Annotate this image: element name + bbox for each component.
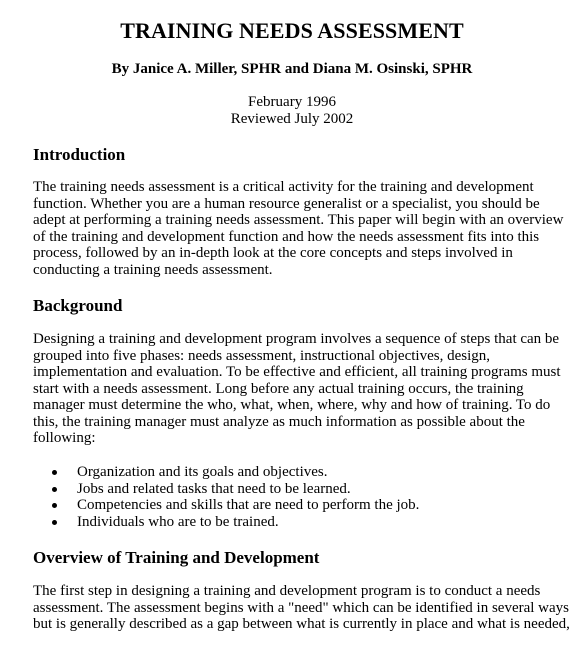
paragraph-line: this, the training manager must analyze as much information as possible about the	[33, 413, 525, 430]
paragraph-line: adept at performing a training needs assessment. This paper will begin with an overview	[33, 212, 564, 228]
paragraph-line: The training needs assessment is a critical activity for the training and development	[33, 179, 534, 195]
paragraph-line: process, followed by an in-depth look at the core concepts and steps involved in	[33, 245, 513, 261]
list-item	[50, 497, 419, 514]
introduction-paragraph	[33, 179, 564, 278]
document-title: TRAINING NEEDS ASSESSMENT	[120, 18, 464, 43]
overview-paragraph	[33, 583, 570, 633]
section-heading-introduction: Introduction	[33, 145, 126, 164]
list-item-text: Individuals who are to be trained.	[77, 513, 279, 530]
paragraph-line: following:	[33, 430, 96, 446]
document-authors: By Janice A. Miller, SPHR and Diana M. Osinski, SPHR	[111, 61, 473, 77]
paragraph-line: manager must determine the who, what, when, where, why and how of training. To do	[33, 397, 551, 413]
section-heading-overview: Overview of Training and Development	[33, 548, 320, 567]
paragraph-line: conducting a training needs assessment.	[33, 261, 273, 278]
paragraph-line: implementation and evaluation. To be effective and efficient, all training programs must	[33, 364, 561, 380]
list-item-text: Organization and its goals and objectives.	[77, 464, 328, 480]
paragraph-line: Designing a training and development program involves a sequence of steps that can be	[33, 331, 560, 347]
paragraph-line: function. Whether you are a human resource generalist or a specialist, you should be	[33, 195, 540, 212]
list-item-text: Jobs and related tasks that need to be learned.	[77, 480, 351, 497]
bullet-icon	[52, 520, 57, 525]
document-date: February 1996	[248, 94, 336, 110]
paragraph-line: grouped into five phases: needs assessment, instructional objectives, design,	[33, 347, 490, 364]
section-heading-background: Background	[33, 296, 123, 315]
list-item	[50, 464, 419, 481]
bullet-icon	[52, 470, 57, 475]
paragraph-line: assessment. The assessment begins with a "need" which can be identified in several ways	[33, 599, 569, 616]
paragraph-line: start with a needs assessment. Long before any actual training occurs, the training	[33, 380, 524, 397]
paragraph-line: but is generally described as a gap between what is currently in place and what is needed,	[33, 616, 570, 632]
bullet-icon	[52, 503, 57, 508]
list-item	[50, 514, 419, 531]
bullet-icon	[52, 487, 57, 492]
background-paragraph	[33, 331, 561, 447]
list-item-text: Competencies and skills that are need to perform the job.	[77, 497, 420, 513]
document-reviewed-date: Reviewed July 2002	[230, 111, 354, 127]
list-item	[50, 481, 419, 498]
background-bullet-list	[50, 464, 419, 530]
paragraph-line: The first step in designing a training and development program is to conduct a needs	[33, 583, 541, 599]
paragraph-line: of the training and development function and how the needs assessment fits into this	[33, 228, 540, 245]
